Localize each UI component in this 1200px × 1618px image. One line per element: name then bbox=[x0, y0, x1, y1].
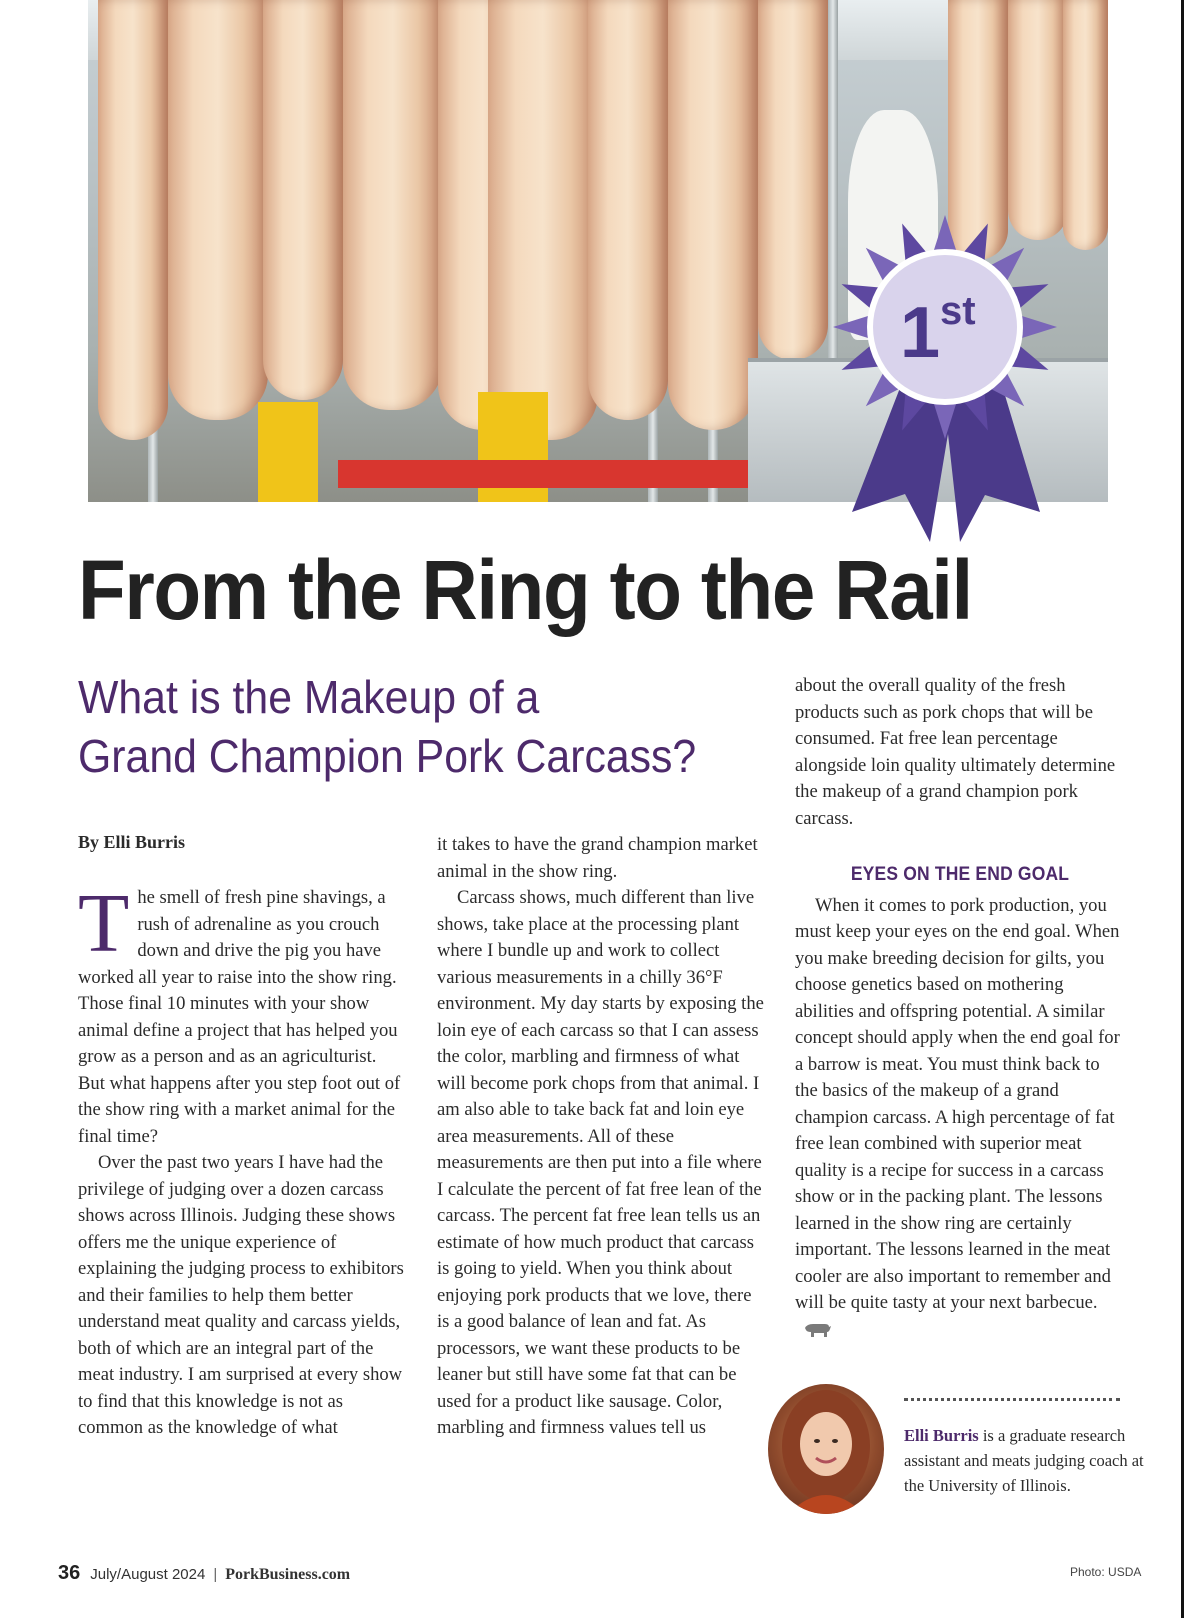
site-name: PorkBusiness.com bbox=[225, 1566, 351, 1583]
red-bins bbox=[338, 460, 808, 488]
carcass bbox=[668, 0, 758, 430]
author-photo bbox=[768, 1384, 884, 1514]
ribbon-number: 1 bbox=[900, 293, 941, 373]
paragraph: about the overall quality of the fresh products such as pork chops that will be consumed. Fat free lean percentage alongside loin quality ultimately determine the makeup of a grand champion pork carcass. bbox=[795, 675, 1116, 829]
subtitle-line-1: What is the Makeup of a bbox=[78, 671, 540, 723]
column-3 bbox=[795, 673, 1125, 1343]
divider bbox=[904, 1398, 1120, 1401]
byline: By Elli Burris bbox=[78, 832, 186, 852]
carcass bbox=[1063, 0, 1108, 250]
article-subtitle bbox=[78, 668, 696, 786]
column-2 bbox=[437, 832, 767, 1442]
page-edge-rule bbox=[1181, 0, 1184, 1618]
footer-separator: | bbox=[213, 1566, 218, 1583]
pig-end-mark-icon bbox=[803, 1322, 831, 1338]
paragraph bbox=[78, 877, 406, 1150]
column-1 bbox=[78, 877, 406, 1442]
carcass bbox=[488, 0, 598, 440]
subtitle-line-2: Grand Champion Pork Carcass? bbox=[78, 730, 697, 782]
article-title: From the Ring to the Rail bbox=[78, 543, 972, 637]
paragraph bbox=[795, 893, 1125, 1344]
paragraph: it takes to have the grand champion market animal in the show ring. bbox=[437, 834, 758, 882]
carcass bbox=[98, 0, 168, 440]
carcass bbox=[758, 0, 828, 360]
page-number: 36 bbox=[58, 1562, 81, 1584]
carcass bbox=[168, 0, 268, 420]
first-place-ribbon-icon bbox=[830, 212, 1060, 542]
page-footer bbox=[58, 1562, 350, 1585]
yellow-apron bbox=[258, 402, 318, 502]
carcass bbox=[263, 0, 343, 400]
paragraph-text: he smell of fresh pine shavings, a rush of adrenaline as you crouch down and drive the pig you have worked all year to raise into the show ring. Those final 10 minutes with your show animal define a project that has helped you grow as a person and as an agriculturist. But what happens after you step foot out of the show ring with a market animal for the final time? bbox=[78, 887, 401, 1147]
author-bio-text: is a graduate research assistant and meats judging coach at the University of Illinois. bbox=[904, 1426, 1144, 1495]
paragraph: Carcass shows, much different than live shows, take place at the processing plant where I bundle up and work to collect various measurements in a chilly 36°F environment. My day starts by exposing the loin eye of each carcass so that I can assess the color, marbling and firmness of what will become pork chops from that animal. I am also able to take back fat and loin eye area measurements. All of these measurements are then put into a file where I calculate the percent of fat free lean of the carcass. The percent fat free lean tells us an estimate of how much product that carcass is going to yield. When you think about enjoying pork products that we love, there is a good balance of lean and fat. As processors, we want these products to be leaner but still have some fat that can be used for a product like sausage. Color, marbling and firmness values tell us bbox=[437, 887, 764, 1438]
section-subhead: EYES ON THE END GOAL bbox=[850, 864, 1070, 885]
carcass bbox=[343, 0, 443, 410]
author-bio bbox=[904, 1423, 1164, 1498]
issue-date: July/August 2024 bbox=[90, 1566, 206, 1583]
ribbon-suffix: st bbox=[940, 289, 976, 333]
drop-cap: T bbox=[78, 877, 130, 970]
carcass bbox=[588, 0, 668, 420]
photo-credit: Photo: USDA bbox=[1070, 1565, 1142, 1579]
carcass bbox=[1008, 0, 1068, 240]
paragraph: Over the past two years I have had the privilege of judging over a dozen carcass shows across Illinois. Judging these shows offers me the unique experience of explaining the judging process to exhibitors and their families to help them better understand meat quality and carcass yields, both of which are an integral part of the meat industry. I am surprised at every show to find that this knowledge is not as common as the knowledge of what bbox=[78, 1152, 404, 1438]
paragraph-text: When it comes to pork production, you must keep your eyes on the end goal. When you make breeding decision for gilts, you choose genetics based on mothering abilities and offspring potential. A similar concept should apply when the end goal for a barrow is meat. You must think back to the basics of the makeup of a grand champion carcass. A high percentage of fat free lean combined with superior meat quality is a recipe for success in a carcass show or in the packing plant. The lessons learned in the show ring are certainly important. The lessons learned in the meat cooler are also important to remember and will be quite tasty at your next barbecue. bbox=[795, 894, 1120, 1313]
author-name: Elli Burris bbox=[904, 1426, 979, 1445]
